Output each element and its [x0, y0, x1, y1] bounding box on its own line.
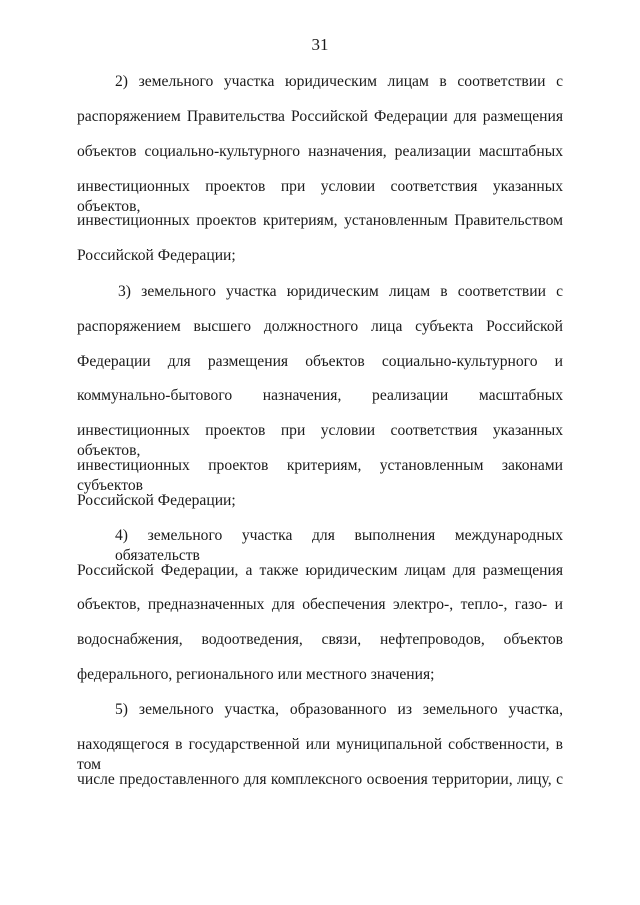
- text-line: 2) земельного участка юридическим лицам в соответствии с: [115, 73, 563, 90]
- text-line: числе предоставленного для комплексного освоения территории, лицу, с: [77, 771, 563, 788]
- text-line: находящегося в государственной или муниципальной собственности, в том: [77, 736, 563, 773]
- text-line: 4) земельного участка для выполнения международных обязательств: [115, 527, 563, 564]
- text-line: Российской Федерации;: [77, 247, 236, 264]
- text-line: 3) земельного участка юридическим лицам в соответствии с: [118, 283, 563, 300]
- text-line: распоряжением высшего должностного лица субъекта Российской: [77, 318, 563, 335]
- page-number: 31: [311, 35, 329, 54]
- text-line: коммунально-бытового назначения, реализации масштабных: [77, 387, 563, 404]
- text-line: объектов социально-культурного назначения, реализации масштабных: [77, 143, 563, 160]
- text-line: объектов, предназначенных для обеспечения электро-, тепло-, газо- и: [77, 596, 563, 613]
- text-line: Российской Федерации, а также юридическим лицам для размещения: [77, 562, 563, 579]
- text-line: Федерации для размещения объектов социально-культурного и: [77, 353, 563, 370]
- text-line: инвестиционных проектов критериям, установленным Правительством: [77, 212, 563, 229]
- text-line: распоряжением Правительства Российской Федерации для размещения: [77, 108, 563, 125]
- text-line: инвестиционных проектов при условии соответствия указанных объектов,: [77, 422, 563, 459]
- text-line: водоснабжения, водоотведения, связи, нефтепроводов, объектов: [77, 631, 563, 648]
- text-line: инвестиционных проектов при условии соответствия указанных объектов,: [77, 178, 563, 215]
- text-line: 5) земельного участка, образованного из земельного участка,: [115, 701, 563, 718]
- text-line: Российской Федерации;: [77, 492, 236, 509]
- text-line: инвестиционных проектов критериям, установленным законами субъектов: [77, 457, 563, 494]
- text-line: федерального, регионального или местного значения;: [77, 666, 435, 683]
